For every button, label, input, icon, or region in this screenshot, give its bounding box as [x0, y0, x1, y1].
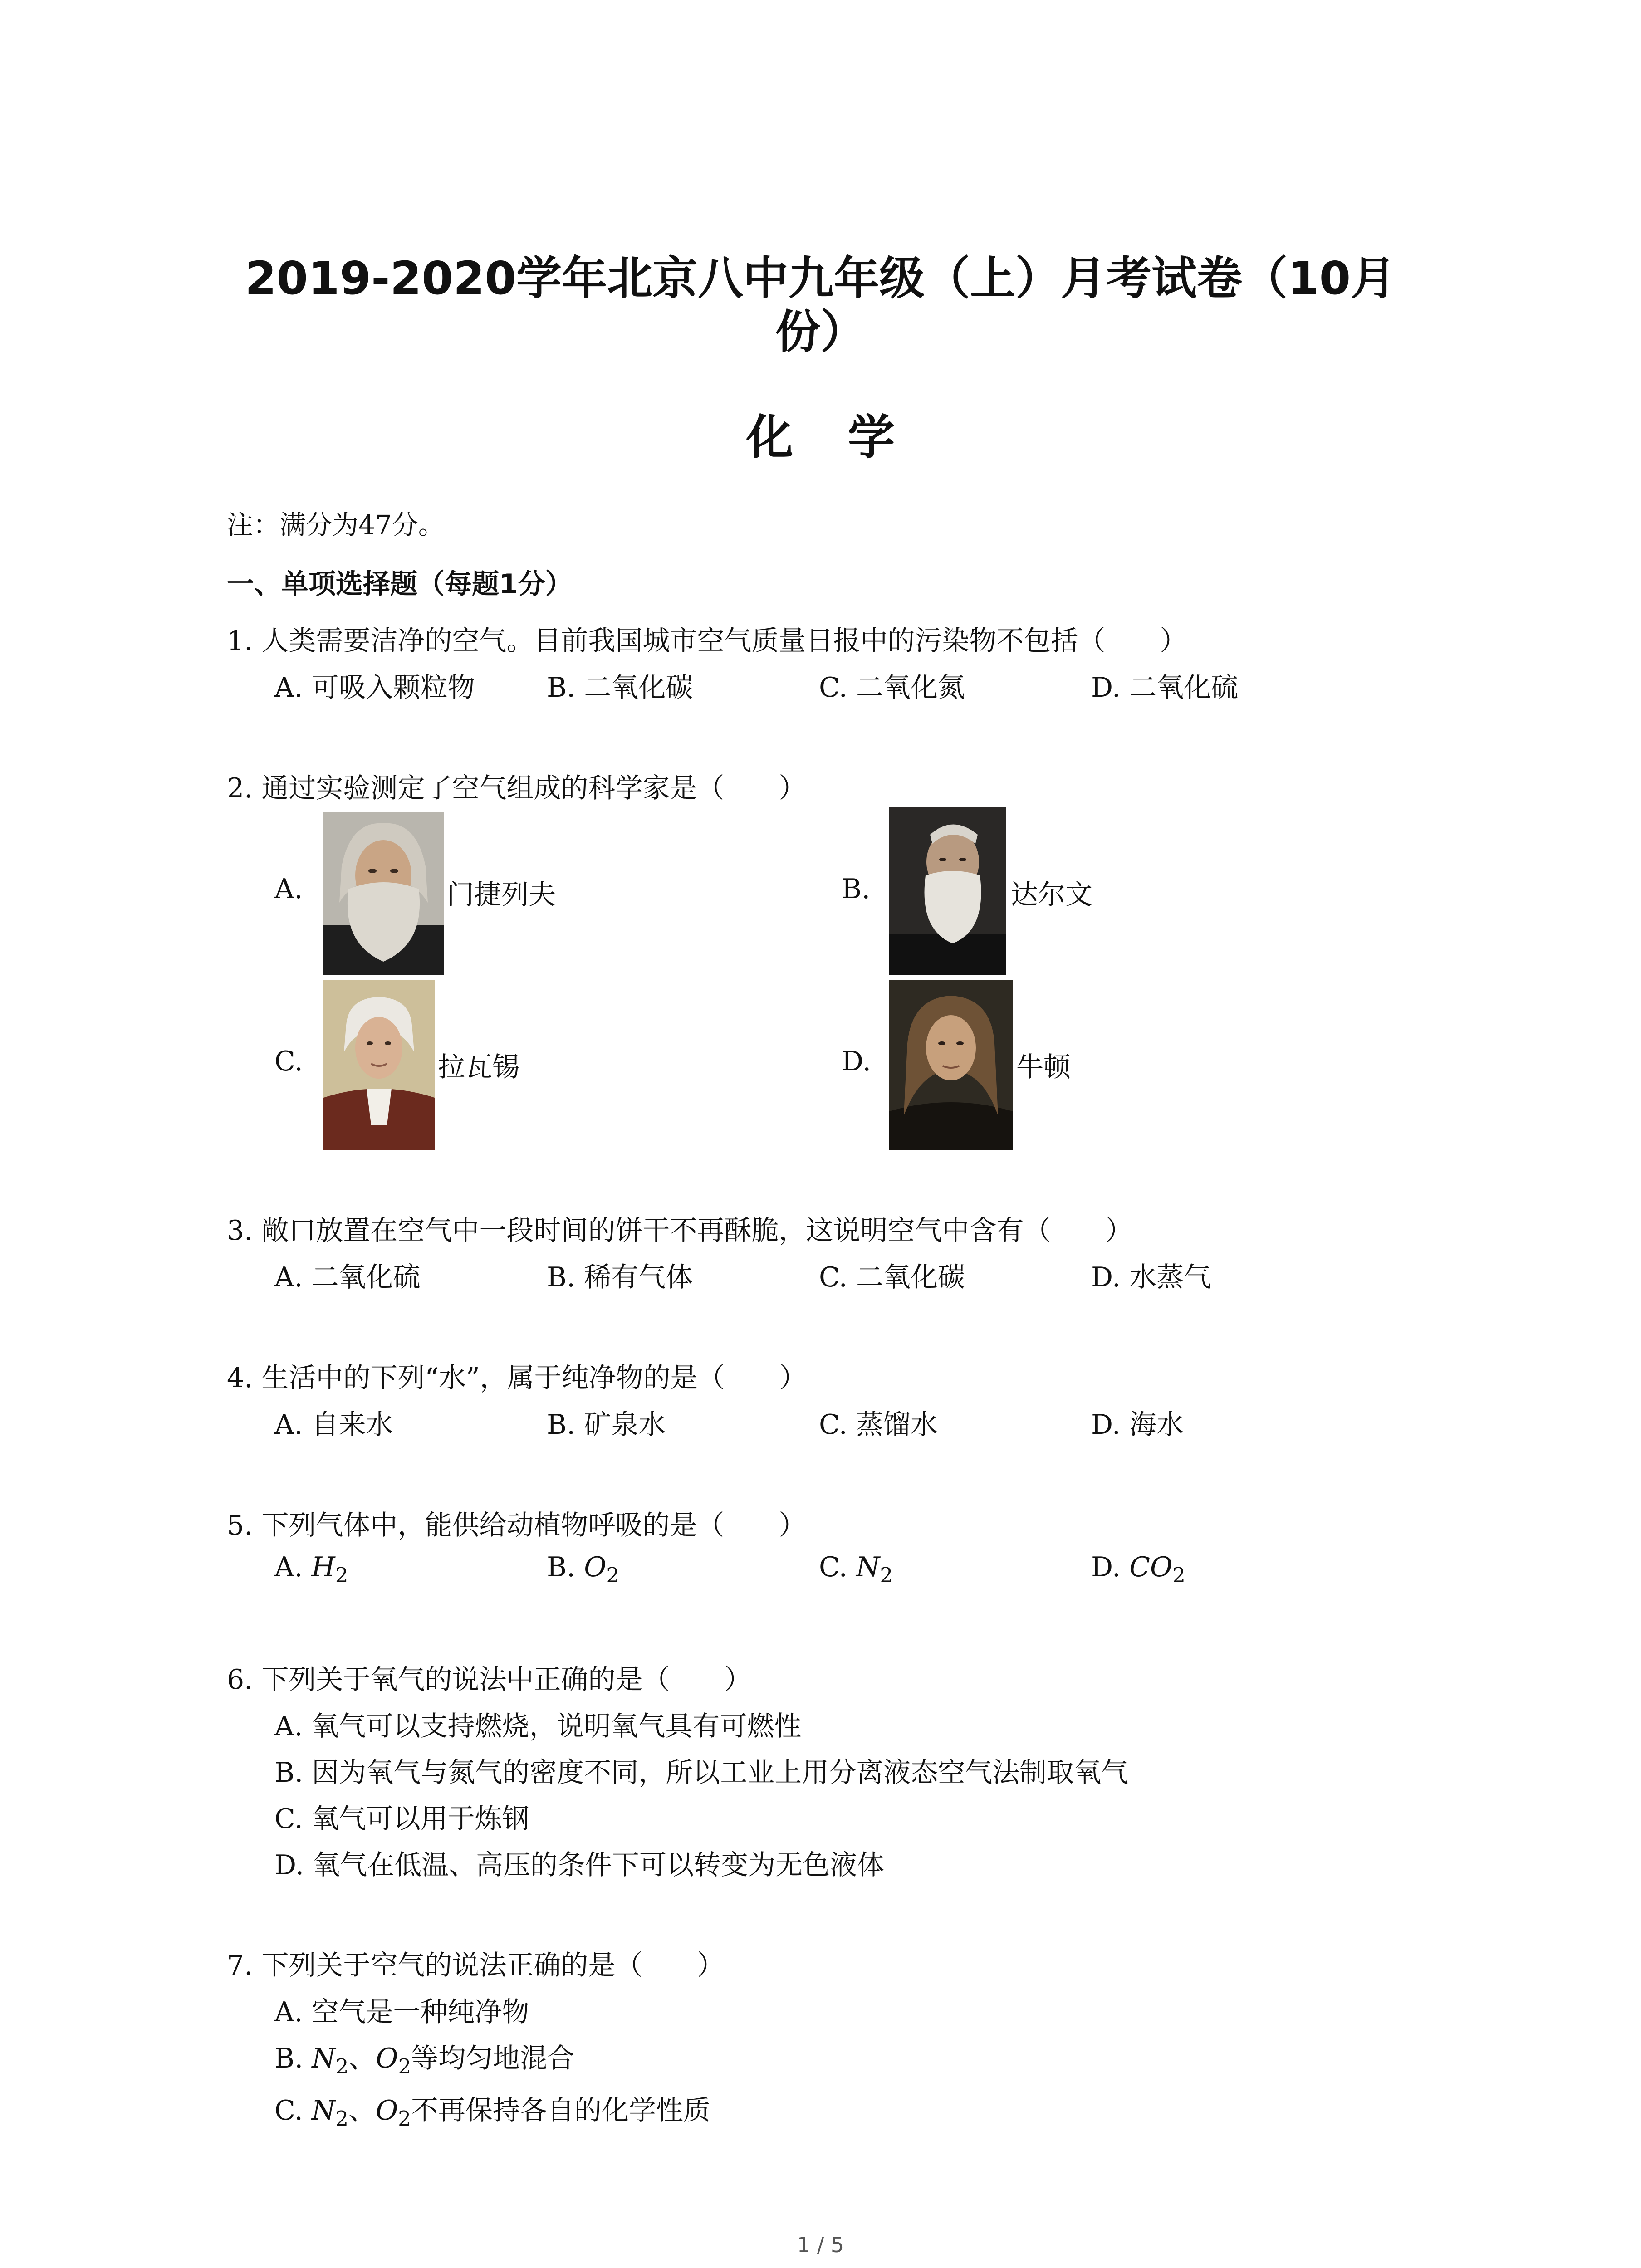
- question-5-option-a-letter: A.: [274, 1551, 303, 1583]
- question-3-option-c: C. 二氧化碳: [819, 1261, 965, 1293]
- question-6-option-c: C. 氧气可以用于炼钢: [274, 1803, 529, 1835]
- question-5-option-b: [547, 1551, 619, 1587]
- oxygen-formula: [376, 2043, 411, 2078]
- nitrogen-formula: [311, 2095, 349, 2131]
- formula-subscript: 2: [880, 1563, 893, 1587]
- question-7-option-c-letter: C.: [274, 2095, 303, 2126]
- question-1-option-a: A. 可吸入颗粒物: [274, 672, 475, 704]
- formula-element: N: [856, 1551, 880, 1583]
- formula-subscript: 2: [606, 1563, 620, 1587]
- question-1-stem: 1. 人类需要洁净的空气。目前我国城市空气质量日报中的污染物不包括（ ）: [227, 625, 1187, 657]
- score-note: 注：满分为47分。: [227, 509, 445, 540]
- question-5-option-b-letter: B.: [547, 1551, 576, 1583]
- question-1-option-b: B. 二氧化碳: [547, 672, 693, 704]
- question-3-stem: 3. 敞口放置在空气中一段时间的饼干不再酥脆，这说明空气中含有（ ）: [227, 1215, 1133, 1246]
- question-2-option-a-letter: A.: [274, 873, 303, 905]
- section-heading: 一、单项选择题（每题1分）: [227, 568, 573, 600]
- page-number: 1 / 5: [797, 2233, 844, 2257]
- nitrogen-formula: [312, 2043, 349, 2078]
- hydrogen-formula: [311, 1551, 348, 1587]
- carbon-dioxide-formula: [1129, 1551, 1185, 1587]
- formula-subscript: 2: [398, 2107, 411, 2131]
- question-2-option-d-name: 牛顿: [1016, 1051, 1071, 1083]
- formula-subscript: 2: [335, 1563, 348, 1587]
- question-5-option-d: [1091, 1551, 1185, 1587]
- question-2-option-d-letter: D.: [842, 1046, 872, 1077]
- newton-portrait-image: [889, 980, 1013, 1150]
- formula-element: O: [376, 2043, 398, 2074]
- mendeleev-portrait: [323, 812, 444, 975]
- question-4-option-b: B. 矿泉水: [547, 1409, 666, 1441]
- question-2-option-a-name: 门捷列夫: [447, 879, 556, 911]
- darwin-portrait-image: [889, 807, 1006, 975]
- question-3-option-d: D. 水蒸气: [1091, 1261, 1211, 1293]
- question-7-option-c: [274, 2089, 710, 2131]
- nitrogen-formula: [856, 1551, 893, 1587]
- oxygen-formula: [376, 2095, 411, 2131]
- formula-element: N: [312, 2043, 336, 2074]
- mendeleev-portrait-image: [323, 812, 444, 975]
- question-3-option-a: A. 二氧化硫: [274, 1261, 421, 1293]
- option-text: 不再保持各自的化学性质: [411, 2095, 710, 2126]
- question-1-option-c: C. 二氧化氮: [819, 672, 965, 704]
- exam-title-line1: 2019-2020学年北京八中九年级（上）月考试卷（10月: [245, 252, 1396, 305]
- formula-element: O: [584, 1551, 607, 1583]
- formula-subscript: 2: [398, 2054, 411, 2078]
- question-7-option-b: [274, 2037, 574, 2078]
- formula-subscript: 2: [1172, 1563, 1185, 1587]
- question-2-option-b-letter: B.: [842, 873, 871, 905]
- question-6-option-d: D. 氧气在低温、高压的条件下可以转变为无色液体: [274, 1849, 885, 1881]
- formula-subscript: 2: [335, 2054, 349, 2078]
- question-7-option-a: A. 空气是一种纯净物: [274, 1996, 529, 2028]
- question-2-option-b-name: 达尔文: [1011, 879, 1092, 911]
- question-7-option-b-letter: B.: [274, 2043, 304, 2074]
- question-5-stem: 5. 下列气体中，能供给动植物呼吸的是（ ）: [227, 1510, 806, 1541]
- question-5-option-c-letter: C.: [819, 1551, 847, 1583]
- question-3-option-b: B. 稀有气体: [547, 1261, 693, 1293]
- subject-title: 化学: [746, 410, 950, 465]
- question-5-option-c: [819, 1551, 893, 1587]
- question-6-option-a: A. 氧气可以支持燃烧，说明氧气具有可燃性: [274, 1711, 802, 1742]
- newton-portrait: [889, 980, 1013, 1150]
- lavoisier-portrait-image: [323, 980, 435, 1150]
- formula-element: O: [376, 2095, 398, 2126]
- question-2-stem: 2. 通过实验测定了空气组成的科学家是（ ）: [227, 772, 806, 804]
- question-5-option-a: [274, 1551, 348, 1587]
- question-6-stem: 6. 下列关于氧气的说法中正确的是（ ）: [227, 1664, 752, 1696]
- question-6-option-b: B. 因为氧气与氮气的密度不同，所以工业上用分离液态空气法制取氧气: [274, 1757, 1129, 1789]
- question-4-option-a: A. 自来水: [274, 1409, 393, 1441]
- exam-title-line2: 份）: [775, 305, 866, 358]
- question-5-option-d-letter: D.: [1091, 1551, 1121, 1583]
- formula-element: N: [311, 2095, 336, 2126]
- formula-subscript: 2: [335, 2107, 349, 2131]
- question-4-option-d: D. 海水: [1091, 1409, 1184, 1441]
- formula-element: H: [311, 1551, 335, 1583]
- question-2-option-c-letter: C.: [274, 1046, 303, 1077]
- oxygen-formula: [584, 1551, 620, 1587]
- question-4-option-c: C. 蒸馏水: [819, 1409, 938, 1441]
- darwin-portrait: [889, 807, 1006, 975]
- formula-element: CO: [1129, 1551, 1173, 1583]
- option-text: 等均匀地混合: [411, 2043, 575, 2074]
- question-2-option-c-name: 拉瓦锡: [438, 1051, 519, 1083]
- lavoisier-portrait: [323, 980, 435, 1150]
- separator: 、: [348, 2043, 376, 2074]
- question-4-stem: 4. 生活中的下列“水”，属于纯净物的是（ ）: [227, 1362, 807, 1394]
- question-1-option-d: D. 二氧化硫: [1091, 672, 1239, 704]
- question-7-stem: 7. 下列关于空气的说法正确的是（ ）: [227, 1950, 725, 1981]
- separator: 、: [348, 2095, 376, 2126]
